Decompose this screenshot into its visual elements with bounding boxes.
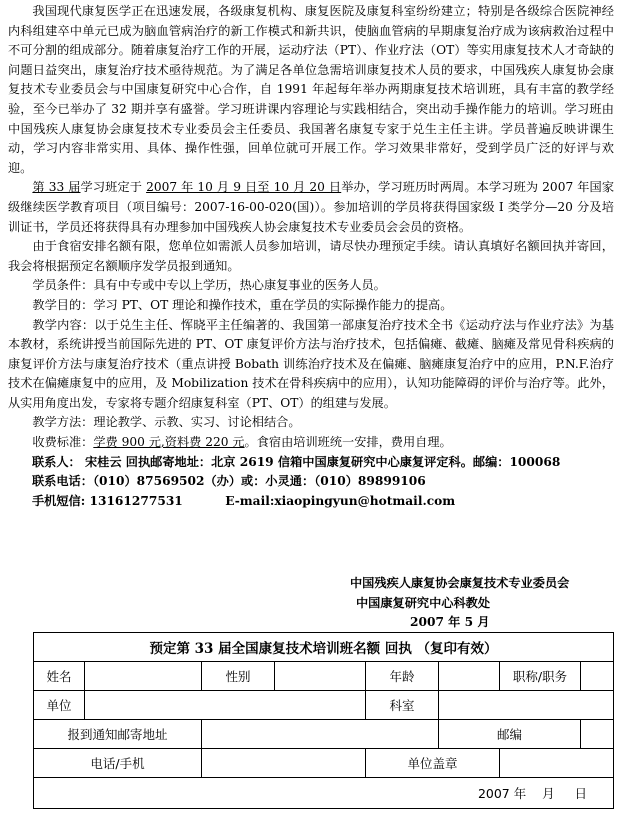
intro-paragraph: 我国现代康复医学正在迅速发展，各级康复机构、康复医院及康复科室纷纷建立；特别是各级综合医院神经内科组建卒中单元已成为脑血管病治疗的新工作模式和新共识，使脑血管病的早期康复治疗成为该病救治过程中不可分割的组成部分。随着康复治疗工作的开展，运动疗法（PT）、作业疗法（OT）等实用康复技术人才奇缺的问题日益突出，康复治疗技术亟待规范。为了满足各单位急需培训康复技术人员的要求，中国残疾人康复协会康复技术专业委员会与中国康复研究中心合作，自 1991 年起每年举办两期康复技术培训班，具有丰富的教学经验，至今已举办了 32 期并享有盛誉。学习班讲课内容理论与实践相结合，突出动手操作能力的培训。学习班由中国残疾人康复协会康复技术专业委员会主任委员、我国著名康复专家于兑生主任主讲。学员普遍反映讲课生动，学习内容非常实用、具体、操作性强，回单位就可开展工作。学习效果非常好，受到学员广泛的好评与欢迎。	[8, 4, 614, 175]
address-field[interactable]	[202, 720, 439, 749]
contact-sms-email: 手机短信: 13161277531 E-mail:xiaopingyun@hotmail.com	[32, 493, 456, 508]
signature-block	[350, 574, 569, 633]
unit-field[interactable]	[85, 691, 366, 720]
requirements-paragraph: 学员条件：具有中专或中专以上学历，热心康复事业的医务人员。	[32, 278, 386, 293]
content-paragraph: 教学内容：以于兑生主任、恽晓平主任编著的、我国第一部康复治疗技术全书《运动疗法与作业疗法》为基本教材，系统讲授当前国际先进的 PT、OT 康复评价方法与治疗技术，包括偏瘫、截瘫、脑瘫及常见骨科疾病的康复评价方法与康复治疗技术（重点讲授 Bobath 训练治疗技术及在偏瘫、脑瘫康复治疗中的应用，P.N.F.治疗技术在偏瘫康复中的应用，及 Mobilization 技术在骨科疾病中的应用），认知功能障碍的评价与治疗等。此外，从实用角度出发，专家将专题介绍康复科室（PT、OT）的组建与发展。	[8, 317, 614, 410]
title-label: 职称/职务	[500, 662, 581, 691]
dept-field[interactable]	[439, 691, 614, 720]
fees-paragraph	[8, 433, 614, 453]
contact-person: 联系人： 宋桂云 回执邮寄地址：北京 2619 信箱中国康复研究中心康复评定科。邮编：100068	[32, 454, 561, 469]
contact-phone: 联系电话：（010）87569502（办）或：小灵通：（010）89899106	[32, 474, 426, 489]
age-label: 年龄	[366, 662, 439, 691]
schedule-details: 举办，学习班历时两周。本学习班为 2007 年国家级继续医学教育项目（项目编号：2007-16-00-020(国)）。参加培训的学员将获得国家级 I 类学分—20 分及培训证书，学员还将获得具有办理参加中国残疾人协会康复技术专业委员会会员的资格。	[8, 180, 615, 234]
age-field[interactable]	[439, 662, 500, 691]
name-label: 姓名	[34, 662, 85, 691]
unit-label: 单位	[34, 691, 85, 720]
address-label: 报到通知邮寄地址	[34, 720, 202, 749]
gender-label: 性别	[202, 662, 275, 691]
title-field[interactable]	[581, 662, 614, 691]
dept-label: 科室	[366, 691, 439, 720]
stamp-label: 单位盖章	[366, 749, 500, 778]
course-schedule-paragraph	[8, 178, 614, 237]
fees-note: 。食宿由培训班统一安排，费用自理。	[244, 435, 452, 450]
organizer-name: 中国残疾人康复协会康复技术专业委员会	[350, 576, 570, 590]
fees-amount: 学费 900 元,资料费 220 元	[93, 435, 245, 450]
gender-field[interactable]	[275, 662, 366, 691]
form-date-line: 2007 年 月 日	[34, 778, 614, 809]
postcode-field[interactable]	[581, 720, 614, 749]
form-title: 预定第 33 届全国康复技术培训班名额 回执 （复印有效）	[34, 633, 614, 662]
stamp-field[interactable]	[500, 749, 614, 778]
booking-paragraph: 由于食宿安排名额有限，您单位如需派人员参加培训，请尽快办理预定手续。请认真填好名额回执并寄回，我会将根据预定名额顺序发学员报到通知。	[8, 239, 614, 273]
fees-label: 收费标准：	[32, 435, 94, 450]
postcode-label: 邮编	[439, 720, 581, 749]
method-paragraph: 教学方法：理论教学、示教、实习、讨论相结合。	[32, 415, 301, 430]
schedule-text: 学习班定于	[80, 180, 147, 195]
session-number: 第 33 届	[32, 180, 81, 195]
co-organizer-name: 中国康复研究中心科教处	[356, 595, 491, 610]
name-field[interactable]	[85, 662, 202, 691]
issue-date: 2007 年 5 月	[410, 615, 490, 630]
phone-label: 电话/手机	[34, 749, 202, 778]
phone-field[interactable]	[202, 749, 366, 778]
reply-form	[33, 632, 614, 809]
course-dates: 2007 年 10 月 9 日至 10 月 20 日	[146, 180, 342, 195]
objective-paragraph: 教学目的：学习 PT、OT 理论和操作技术，重在学员的实际操作能力的提高。	[32, 297, 453, 312]
notice-body	[8, 2, 614, 511]
